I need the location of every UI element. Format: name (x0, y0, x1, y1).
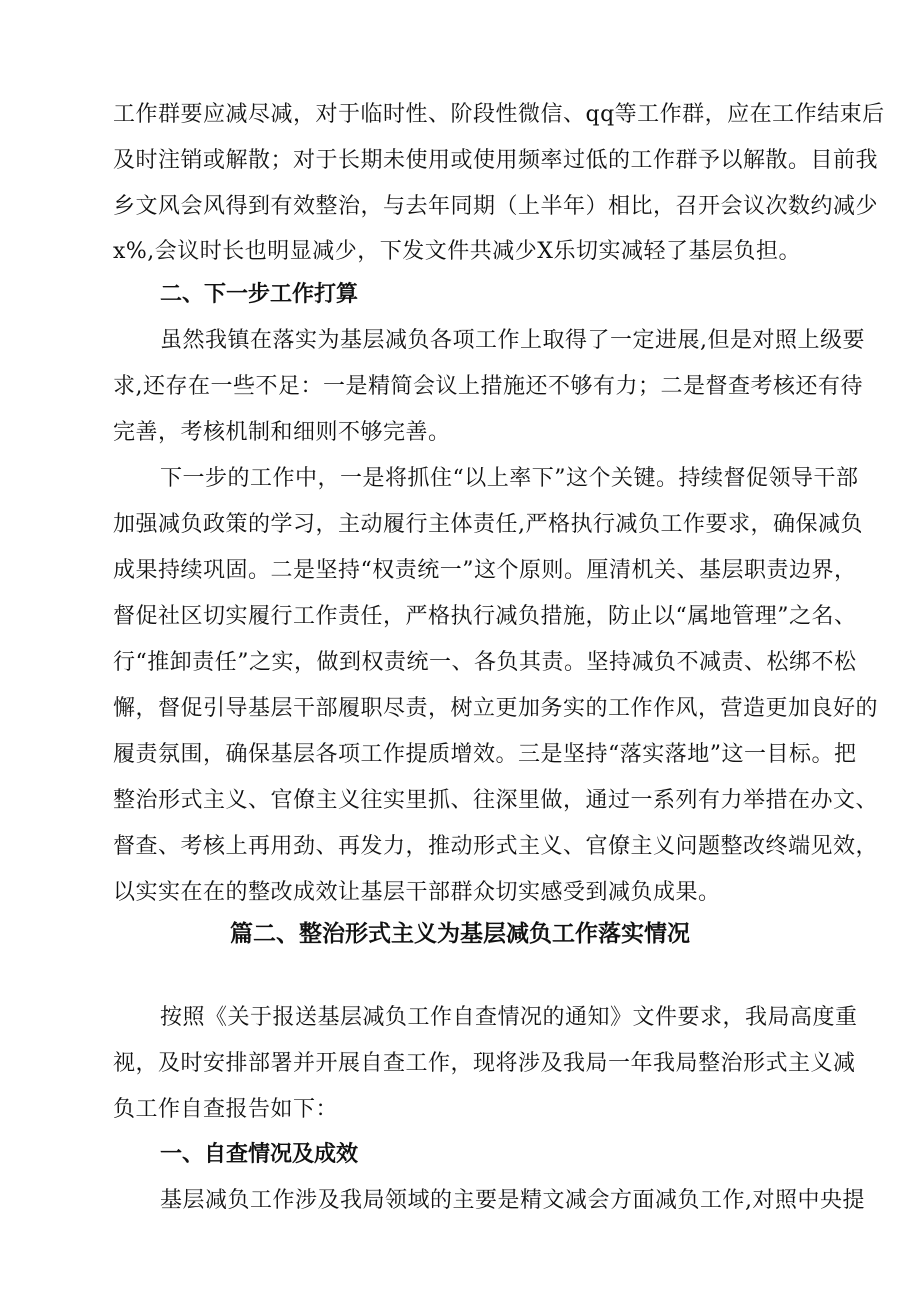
paragraph-2-line-1: 虽然我镇在落实为基层减负各项工作上取得了一定进展,但是对照上级要 (160, 328, 865, 353)
paragraph-3-line-6: 懈，督促引导基层干部履职尽责，树立更加务实的工作作风，营造更加良好的 (113, 696, 879, 721)
document-title-part-2: 篇二、整治形式主义为基层减负工作落实情况 (230, 921, 690, 947)
paragraph-3-line-7: 履责氛围，确保基层各项工作提质增效。三是坚持“落实落地”这一目标。把 (113, 742, 857, 767)
paragraph-4-line-2: 视，及时安排部署并开展自查工作，现将涉及我局一年我局整治形式主义减 (113, 1051, 856, 1076)
paragraph-1-line-3: 乡文风会风得到有效整治，与去年同期（上半年）相比，召开会议次数约减少 (113, 194, 879, 219)
paragraph-2-line-2: 求,还存在一些不足：一是精简会议上措施还不够有力；二是督查考核还有待 (113, 374, 863, 399)
paragraph-1-line-1: 工作群要应减尽减，对于临时性、阶段性微信、qq等工作群，应在工作结束后 (113, 102, 885, 127)
paragraph-3-line-4: 督促社区切实履行工作责任，严格执行减负措施，防止以“属地管理”之名、 (113, 604, 857, 629)
paragraph-1-line-4: x%,会议时长也明显减少，下发文件共减少X乐切实减轻了基层负担。 (113, 239, 801, 264)
paragraph-3-line-1: 下一步的工作中，一是将抓住“以上率下”这个关键。持续督促领导干部 (160, 466, 859, 491)
paragraph-3-line-5: 行“推卸责任”之实，做到权责统一、各负其责。坚持减负不减责、松绑不松 (113, 650, 857, 675)
paragraph-3-line-2: 加强减负政策的学习，主动履行主体责任,严格执行减负工作要求，确保减负 (113, 512, 863, 537)
paragraph-3-line-3: 成果持续巩固。二是坚持“权责统一”这个原则。厘清机关、基层职责边界， (113, 558, 857, 583)
paragraph-3-line-9: 督查、考核上再用劲、再发力，推动形式主义、官僚主义问题整改终端见效， (113, 834, 879, 859)
paragraph-4-line-1: 按照《关于报送基层减负工作自查情况的通知》文件要求，我局高度重 (160, 1005, 858, 1030)
paragraph-2-line-3: 完善，考核机制和细则不够完善。 (113, 420, 451, 445)
paragraph-4-line-3: 负工作自查报告如下： (113, 1097, 339, 1122)
paragraph-3-line-8: 整治形式主义、官僚主义往实里抓、往深里做，通过一系列有力举措在办文、 (113, 788, 879, 813)
paragraph-1-line-2: 及时注销或解散；对于长期未使用或使用频率过低的工作群予以解散。目前我 (113, 148, 879, 173)
section-heading-self-check: 一、自查情况及成效 (160, 1142, 359, 1167)
section-heading-next-step: 二、下一步工作打算 (160, 282, 359, 307)
paragraph-3-line-10: 以实实在在的整改成效让基层干部群众切实感受到减负成果。 (113, 880, 721, 905)
paragraph-5-line-1: 基层减负工作涉及我局领域的主要是精文减会方面减负工作,对照中央提 (160, 1188, 865, 1213)
